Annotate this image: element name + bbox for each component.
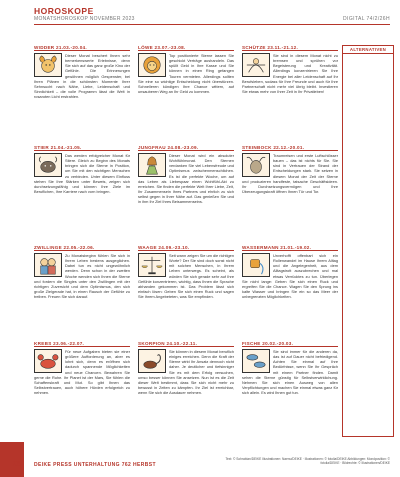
sign-heading: ZWILLINGE 22.05.-22.06.	[34, 245, 130, 251]
edition-label: DIGITAL 74/2/26H	[343, 16, 390, 22]
water-bearer-icon	[242, 253, 270, 277]
alternatives-box	[342, 45, 394, 437]
page-header	[6, 4, 394, 25]
sign-heading: JUNGFRAU 24.08.-23.09.	[138, 145, 234, 151]
sign-heading: FISCHE 20.02.-20.03.	[242, 341, 338, 347]
sign-pisces	[242, 341, 338, 395]
sign-text: Traumreisen und erste Luftschlösser bauen – das ist nichts für Sie. Sie sind in Vertrauen der Strand der Entscheidungen stark. Sie setzen in diesem Monat der Zeit der Sterne und produzieren handfeste, tatsache Geschäftsideen. Ihr Durchsetzungsvermögen und Ihre Überzeugungskraft öffnen Ihnen Tür und Tor.	[242, 153, 338, 195]
ram-icon	[34, 53, 62, 77]
sign-heading: SKORPION 24.10.-22.11.	[138, 341, 234, 347]
header-rule	[34, 24, 390, 25]
sign-sagittarius	[242, 45, 338, 94]
sign-heading: WASSERMANN 21.01.-19.02.	[242, 245, 338, 251]
sign-libra	[138, 245, 234, 299]
sign-heading: SCHÜTZE 23.11.-21.12.	[242, 45, 338, 51]
sign-cancer	[34, 341, 130, 395]
sign-text: Sie sind in diesem Monat nicht zu bremsen und sprühen vor Begeisterung und Kreativität. Allerdings konzentrieren Sie Ihre Energie bei aller Leidenschaft auf Ihr Berufsleben, sodass für Ihre Freunde und auch für Ihre Partnerschaft nicht mehr viel übrig bleibt. Investieren Sie etwas mehr von Ihrer Zeit in Ihr Privatleben!	[242, 53, 338, 95]
sign-text: Unverhofft offenbart sich ein Rollenwandel im Hause Ihrem Alltag und die Angelegenheit, aus dem Alltagstrott auszubrechen und mal etwas Verrücktes zu tun. Überlegen Sie nicht lange: Geben Sie sich einen Ruck und ergreifen Sie die Chance. Wagen Sie den Sprung ins kalte Wasser und bringen Sie ein so das Meer der unbegrenzten Möglichkeiten.	[242, 253, 338, 300]
sign-capricorn	[242, 145, 338, 194]
sign-heading: STIER 21.04.-21.05.	[34, 145, 130, 151]
sign-heading: WIDDER 21.03.-20.04.	[34, 45, 130, 51]
side-strip	[0, 0, 24, 477]
sign-scorpio	[138, 341, 234, 395]
sign-leo	[138, 45, 234, 94]
sign-text: Sie können in diesem Monat beruflich einiges erreichen. Denn die Kraft der Sterne wirkt Ihr Ansatz dennoch nicht daher. Je deutlicher und tiefsinniger Sie es mit dem Erfolg versuchen, umso besser können Sie ansetzen. Nun ist es die Zeit dieser Welt bestimmt, dass Sie sich nicht mehr zu bewusst in Zeiten zu kämpfen. Ihr Ziel ist erreichbar, wenn Sie sich die Ausdauer nehmen.	[138, 349, 234, 396]
crab-icon	[34, 349, 62, 373]
page-footer	[6, 455, 394, 475]
sign-text: Dieser Monat beschert Ihnen sehr bemerkenswerte Erlebnisse, denn Sie sich auf das ganz große Kino der Gefühle. Die Erinnerungen gewöhnen möglich Gespenster, bei Ihren Plänen in die schönsten Momente Ihrer Sehnsucht nach Nähe, Liebe, Leidenschaft und Sinnlichkeit – die volle Programm lässt die Welt in rosaroten Licht erstrahlen.	[34, 53, 130, 100]
sign-text: Dieser Monat wird ein absoluter Wohlfühlmonat. Den Sternen verdanken Sie viel Lebensfreude und Optimismus zwischenmenschlichen. Es ist die perfekte Woche, um auf das Leben als Liebespaar einen Wohlfühl-Akt zu erreichen. Sie finden die perfekte Welt Ihrer Liebe, Zeit, Ihr Zusammensein Ihres Partners und ehrlich zu sich selbst gegen in Ihrer Nähe auf. Das genießen Sie und in ihm Ihr Ziel Ihres Beisammenseins.	[138, 153, 234, 205]
bull-icon	[34, 153, 62, 177]
maiden-icon	[138, 153, 166, 177]
sign-aries	[34, 45, 130, 99]
sign-text: Sie sind immer für die anderen da, das ist auf Dauer nicht befriedigend. Achten Sie einmal auf Ihre Bedürfnisse, wenn Sie Ihr Gespräch mit einem Partner finden. Damit sehen die Sterne günstig für Selbstverwirklichung. Nehmen Sie sich einen Ausweg von allen Verpflichtungen und machen Sie einmal etwas ganz für sich allein. Es wird Ihnen gut tun.	[242, 349, 338, 396]
sign-heading: KREBS 23.06.-22.07.	[34, 341, 130, 347]
credits-text: Text: © Sohrabian/DEIKE Illustrationen: Naenu/DEIKE · Illustrationen: © fotolia/DEIKE Abbildungen: Mondposition: © fotolia/DEIKE · Bildrechte: © Illustrationen/DEIKE	[225, 457, 390, 466]
lion-icon	[138, 53, 166, 77]
sign-taurus	[34, 145, 130, 194]
sign-virgo	[138, 145, 234, 205]
sign-text: Für neue Aufgaben bieten sie einer größere Aufforderung an, aber es lohnt sich, denn es eröffnen sich dadurch spannende Möglichkeiten und neue Chancen. Bewahren Sie gerne die Ruhe. Ihr Planet ist der Mars, Sie fühlen die Schaffenskraft und Mut. So gibt Ihnen das Selbstvertrauen, auch höhere Hürden erfolgreich zu nehmen.	[34, 349, 130, 396]
scorpion-icon	[138, 349, 166, 373]
sign-text: Top positionierte Sterne lassen Sie geschickt Verträge aushandeln. Das spüllt Geld in Ihre Kasse und Sie können in einen Ring gefangen Touren vermieten. Allerdings sollten Sie eine so wichtige Entscheidung nicht überstürzen. Schnelleren kündigen Ihre Chance wittern, auf unsauberen Weg an Ihr Geld zu kommen.	[138, 53, 234, 95]
sign-aquarius	[242, 245, 338, 299]
sign-text: Zu Monatsbeginn fühlen Sie sich in Ihrem Leben bestens ausgeglichen. Dabei tun es nicht ungewöhnlich werden. Denn schon in der zweiten Woche wenden sich Ihnen die Sterne und fordern die Singles unter den Zwillingen mit der richtigen Zuversicht und dem Optimismus, den sich große Zielgerade hat, in einen Rausch der Gefühle zu treiben. Freuen Sie sich darauf.	[34, 253, 130, 300]
publisher-line: DEIKE PRESS UNTERHALTUNG 762 HERBST	[34, 462, 156, 468]
fish-icon	[242, 349, 270, 373]
alternatives-title: ALTERNATIVEN	[343, 46, 393, 54]
sign-heading: WAAGE 24.09.-23.10.	[138, 245, 234, 251]
page-subtitle: MONATSHOROSKOP NOVEMBER 2023	[34, 16, 135, 22]
page-number: 26	[13, 461, 21, 468]
page-title: HOROSKOPE	[34, 6, 94, 16]
sign-heading: LÖWE 23.07.-23.08.	[138, 45, 234, 51]
archer-icon	[242, 53, 270, 77]
goat-icon	[242, 153, 270, 177]
sign-text: Das werden erfolgreicher Monat für Stiere. Gleich zu Beginn des Monats bringen sich die Sterne in Position, um Sie mit den wichtigen Menschen zu verbinden. Unter diesem Einfluss stehen Sie Ihre Stärken unter Beweis, zeigen sich durchsetzungsfähig und können Ihre Ziele im Beruflichen, Ihre Karriere nach vorn bringen.	[34, 153, 130, 195]
scales-icon	[138, 253, 166, 277]
sign-text: Seit wann zeigen Sie um die richtigen Worte? Der Sie sind doch sonst nicht mit solchen Menschen, in Ihrem Leben unterwegs. Es scheint, als würden Sie sich gerade sehr auf Ihre Gefühle konzentrieren, wichtig, dass Ihnen die Sprache abhanden gekommen ist. Das Problem lässt sich einfach lösen: Geben Sie sich einen Ruck und sagen Sie Ihrem Angebeteten, was Sie empfinden.	[138, 253, 234, 300]
sign-heading: STEINBOCK 22.12.-20.01.	[242, 145, 338, 151]
twins-icon	[34, 253, 62, 277]
sign-gemini	[34, 245, 130, 299]
